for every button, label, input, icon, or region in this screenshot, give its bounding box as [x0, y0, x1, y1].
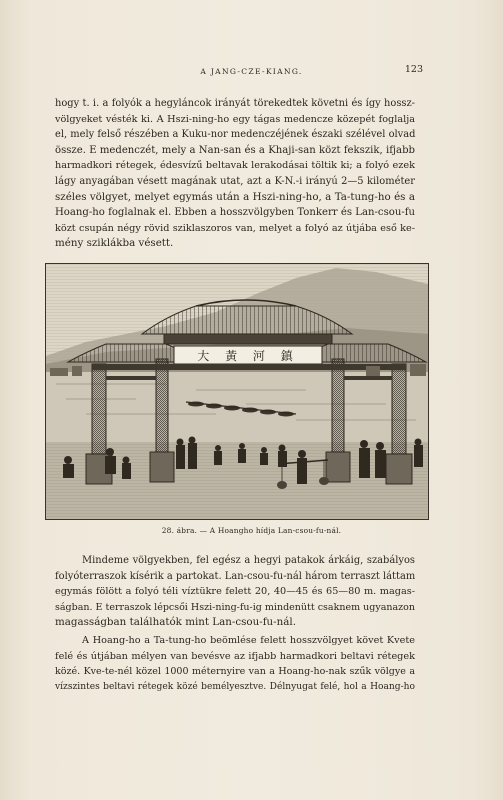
text-line: magasságban találhatók mint Lan-csou-fu-nál. — [55, 616, 296, 629]
text-line: A Hoang-ho a Ta-tung-ho beömlése felett hosszvölgyet követ Kvete — [82, 635, 415, 646]
running-title: A JANG-CZE-KIANG. — [200, 67, 303, 76]
figure-caption: 28. ábra. — A Hoangho hídja Lan-csou-fu-nál. — [161, 526, 342, 535]
text-line: folyóterraszok kísérik a partokat. Lan-csou-fu-nál három terraszt láttam — [55, 570, 416, 582]
text-line: mény sziklákba vésett. — [55, 237, 174, 250]
text-line: széles völgyet, melyet egymás után a Hszi-ning-ho, a Ta-tung-ho és a — [55, 190, 415, 203]
engraving-illustration — [46, 264, 428, 519]
text-line: lágy anyagában vésett magának utat, azt a K-N.-i irányú 2—5 kilométer — [55, 175, 415, 187]
text-line: hogy t. i. a folyók a hegyláncok irányát törekedtek követni és így hossz- — [55, 98, 415, 109]
text-line: harmadkori rétegek, édesvízű beltavak lerakodásai töltik ki; a folyó ezek — [55, 160, 415, 172]
text-line: Hoang-ho foglalnak el. Ebben a hosszvölgyben Tonkerr és Lan-csou-fu — [55, 207, 415, 219]
text-line: ságban. E terraszok lépcsői Hszi-ning-fu-ig mindenütt csaknem ugyanazon — [55, 601, 415, 613]
text-line: egymás fölött a folyó téli víztükre felett 20, 40—45 és 65—80 m. magas- — [55, 586, 415, 598]
text-line: el, mely felső részében a Kuku-nor medenczéjének északi szélével olvad — [55, 129, 416, 141]
text-line: közé. Kve-te-nél közel 1000 méternyire van a Hoang-ho-nak szűk völgye a — [55, 666, 415, 678]
text-line: Mindeme völgyekben, fel egész a hegyi patakok árkáig, szabályos — [82, 555, 415, 566]
gate-inscription: 大 黃 河 鎮 — [197, 349, 299, 363]
paragraph-2 — [55, 553, 415, 631]
text-line: össze. E medenczét, mely a Nan-san és a Khaji-san közt fekszik, ifjabb — [55, 144, 415, 156]
text-line: felé és útjában mélyen van bevésve az ifjabb harmadkori beltavi rétegek — [55, 650, 415, 662]
text-line: völgyeket vésték ki. A Hszi-ning-ho egy tágas medencze közepét foglalja — [55, 113, 415, 125]
paragraph-3 — [55, 633, 415, 695]
text-line: közt csupán négy rövid sziklaszoros van, melyet a folyó az útjába eső ke- — [55, 222, 415, 234]
bridge-engraving — [45, 263, 429, 520]
running-head — [0, 66, 503, 78]
page-number: 123 — [404, 64, 423, 75]
paragraph-1 — [55, 96, 415, 252]
text-line: vízszintes beltavi rétegek közé bemélyesztve. Délnyugat felé, hol a Hoang-ho — [55, 681, 415, 692]
